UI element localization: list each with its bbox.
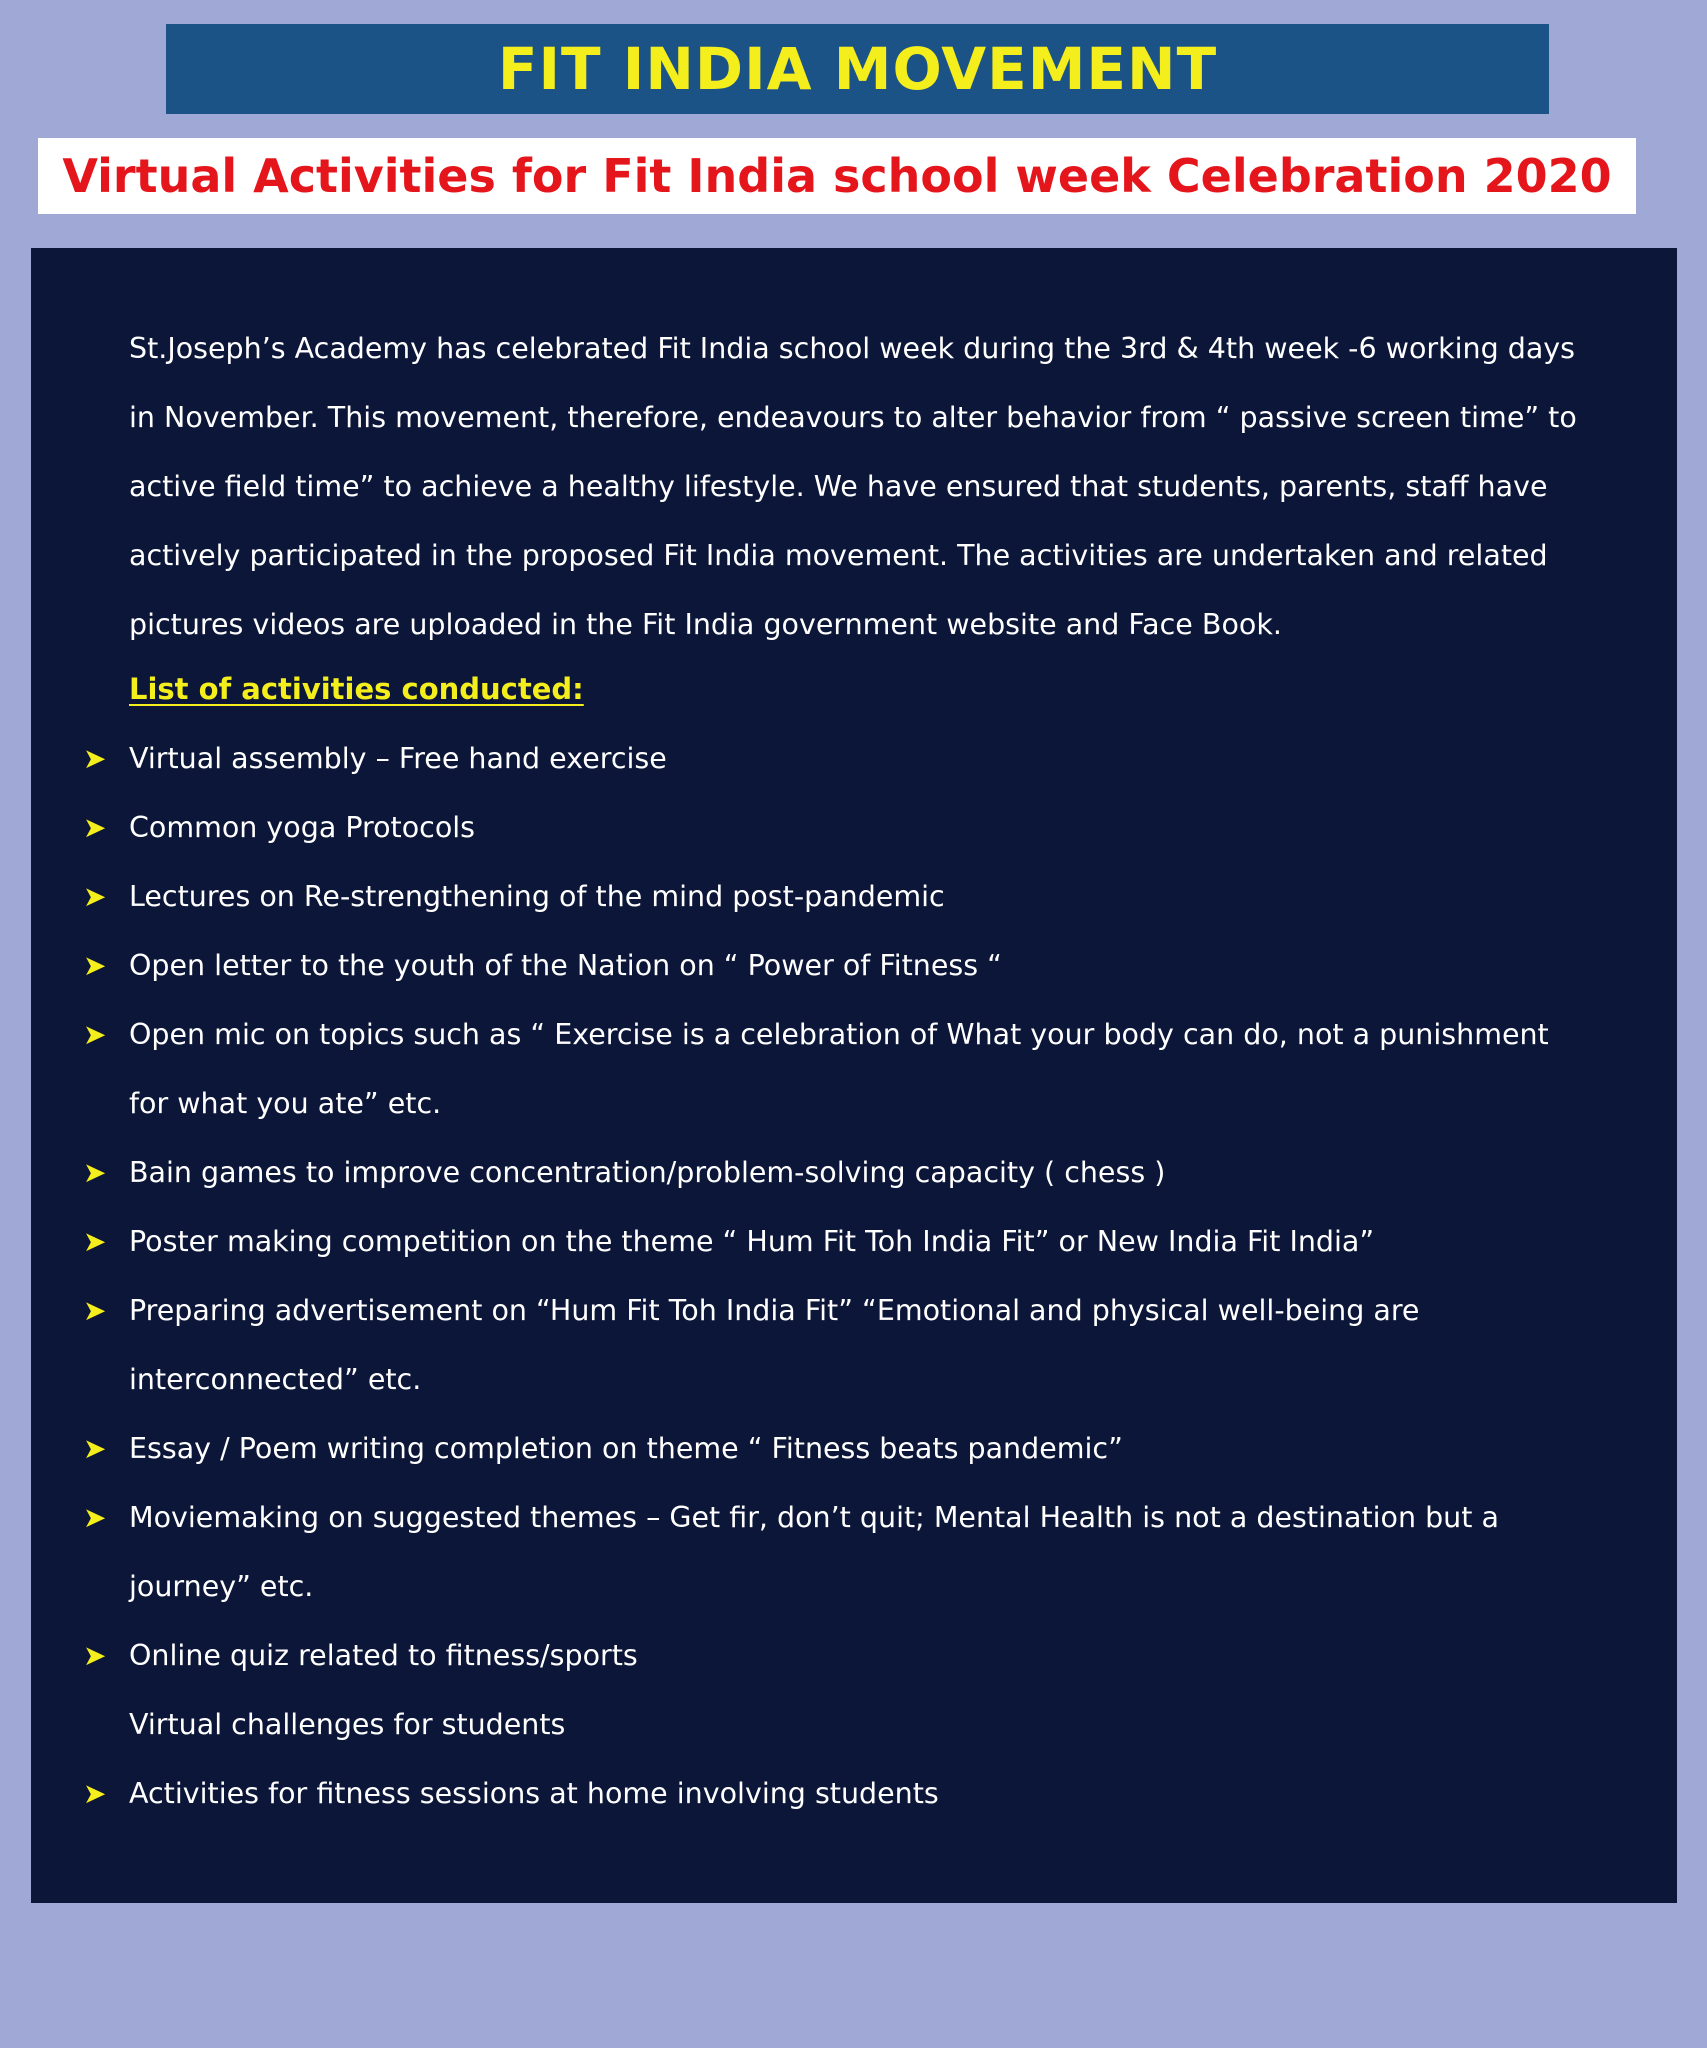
list-item-text: Open letter to the youth of the Nation on “ Power of Fitness “ — [129, 949, 1002, 982]
intro-line: actively participated in the proposed Fit India movement. The activities are undertaken and related — [129, 539, 1548, 572]
list-item-text: interconnected” etc. — [129, 1363, 422, 1396]
list-item — [31, 1414, 1677, 1483]
list-item-text: for what you ate” etc. — [129, 1087, 442, 1120]
list-item-text: Online quiz related to fitness/sports — [129, 1639, 638, 1672]
arrow-bullet-icon: ➤ — [83, 811, 107, 844]
list-item-text: Virtual challenges for students — [129, 1708, 566, 1741]
list-item — [31, 1207, 1677, 1276]
list-item-text: Virtual assembly – Free hand exercise — [129, 742, 667, 775]
list-item-text: Essay / Poem writing completion on theme “ Fitness beats pandemic” — [129, 1432, 1123, 1465]
arrow-bullet-icon: ➤ — [83, 1432, 107, 1465]
intro-line: in November. This movement, therefore, endeavours to alter behavior from “ passive screen time” to — [129, 401, 1577, 434]
list-item — [31, 1759, 1677, 1828]
arrow-bullet-icon: ➤ — [83, 742, 107, 775]
list-item — [31, 1138, 1677, 1207]
subtitle: Virtual Activities for Fit India school week Celebration 2020 — [38, 138, 1636, 214]
intro-line: active field time” to achieve a healthy lifestyle. We have ensured that students, parents, staff have — [129, 470, 1548, 503]
page-title: FIT INDIA MOVEMENT — [166, 24, 1549, 114]
arrow-bullet-icon: ➤ — [83, 1294, 107, 1327]
arrow-bullet-icon: ➤ — [83, 1639, 107, 1672]
arrow-bullet-icon: ➤ — [83, 1501, 107, 1534]
arrow-bullet-icon: ➤ — [83, 1156, 107, 1189]
list-item — [31, 1276, 1677, 1414]
list-item-text: Common yoga Protocols — [129, 811, 476, 844]
list-item — [31, 793, 1677, 862]
content-panel — [31, 248, 1677, 1903]
intro-line: pictures videos are uploaded in the Fit India government website and Face Book. — [129, 608, 1282, 641]
arrow-bullet-icon: ➤ — [83, 880, 107, 913]
list-item — [31, 862, 1677, 931]
activity-list — [31, 724, 1677, 1828]
list-item-text: Moviemaking on suggested themes – Get fir, don’t quit; Mental Health is not a destination but a — [129, 1501, 1499, 1534]
arrow-bullet-icon: ➤ — [83, 1777, 107, 1810]
arrow-bullet-icon: ➤ — [83, 1225, 107, 1258]
list-item-text: Open mic on topics such as “ Exercise is a celebration of What your body can do, not a punishment — [129, 1018, 1549, 1051]
arrow-bullet-icon: ➤ — [83, 949, 107, 982]
list-item — [31, 1621, 1677, 1690]
list-item-text: journey” etc. — [129, 1570, 314, 1603]
list-item — [31, 1690, 1677, 1759]
list-item — [31, 1483, 1677, 1621]
intro-paragraph — [129, 314, 1674, 659]
list-item-text: Preparing advertisement on “Hum Fit Toh India Fit” “Emotional and physical well-being are — [129, 1294, 1420, 1327]
intro-line: St.Joseph’s Academy has celebrated Fit India school week during the 3rd & 4th week -6 working days — [129, 332, 1576, 365]
list-item-text: Activities for fitness sessions at home involving students — [129, 1777, 939, 1810]
list-item-text: Lectures on Re-strengthening of the mind post-pandemic — [129, 880, 945, 913]
list-item-text: Bain games to improve concentration/problem-solving capacity ( chess ) — [129, 1156, 1166, 1189]
list-item — [31, 724, 1677, 793]
list-item — [31, 931, 1677, 1000]
list-item — [31, 1000, 1677, 1138]
list-heading: List of activities conducted: — [129, 672, 584, 706]
arrow-bullet-icon: ➤ — [83, 1018, 107, 1051]
list-item-text: Poster making competition on the theme “ Hum Fit Toh India Fit” or New India Fit India” — [129, 1225, 1375, 1258]
